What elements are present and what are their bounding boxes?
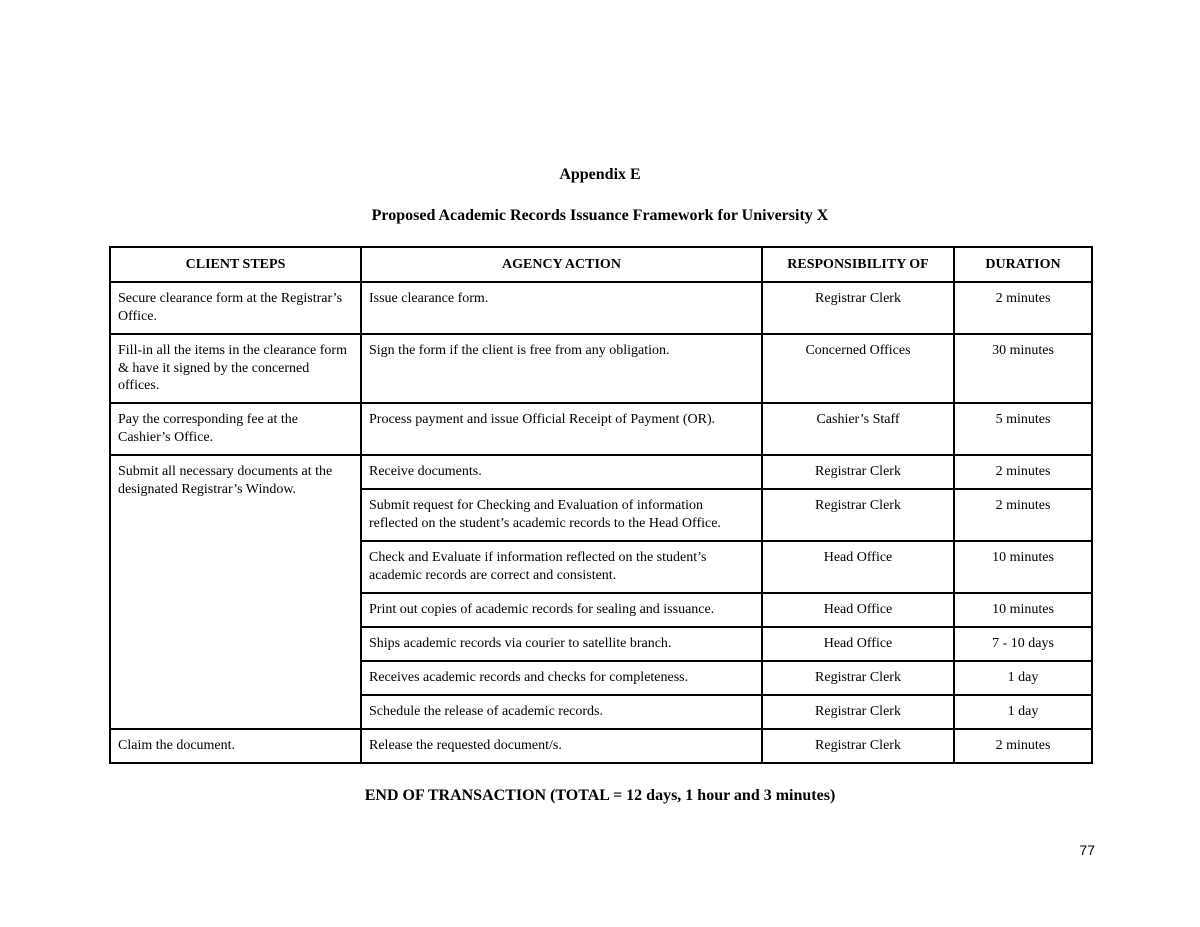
header-agency-action: AGENCY ACTION	[361, 247, 762, 282]
responsibility: Registrar Clerk	[762, 729, 954, 763]
responsibility: Head Office	[762, 593, 954, 627]
agency-action: Ships academic records via courier to satellite branch.	[361, 627, 762, 661]
responsibility: Head Office	[762, 627, 954, 661]
framework-title: Proposed Academic Records Issuance Framework for University X	[371, 207, 829, 224]
client-step: Pay the corresponding fee at the Cashier’s Office.	[110, 403, 361, 455]
table-row	[110, 729, 1092, 763]
duration: 2 minutes	[954, 729, 1092, 763]
client-step: Submit all necessary documents at the designated Registrar’s Window.	[110, 455, 361, 729]
responsibility: Registrar Clerk	[762, 489, 954, 541]
client-step: Fill-in all the items in the clearance form & have it signed by the concerned offices.	[110, 334, 361, 403]
responsibility: Registrar Clerk	[762, 661, 954, 695]
agency-action: Receive documents.	[361, 455, 762, 489]
table-header-row	[110, 247, 1092, 282]
agency-action: Schedule the release of academic records.	[361, 695, 762, 729]
agency-action: Receives academic records and checks for completeness.	[361, 661, 762, 695]
duration: 2 minutes	[954, 282, 1092, 334]
responsibility: Registrar Clerk	[762, 695, 954, 729]
duration: 30 minutes	[954, 334, 1092, 403]
page-number: 77	[1079, 842, 1095, 858]
issuance-framework-table	[109, 246, 1093, 764]
end-of-transaction-note: END OF TRANSACTION (TOTAL = 12 days, 1 hour and 3 minutes)	[364, 787, 836, 804]
agency-action: Print out copies of academic records for sealing and issuance.	[361, 593, 762, 627]
table-row	[110, 403, 1092, 455]
agency-action: Process payment and issue Official Receipt of Payment (OR).	[361, 403, 762, 455]
duration: 10 minutes	[954, 541, 1092, 593]
table-row	[110, 282, 1092, 334]
header-client-steps: CLIENT STEPS	[110, 247, 361, 282]
client-step: Secure clearance form at the Registrar’s Office.	[110, 282, 361, 334]
duration: 5 minutes	[954, 403, 1092, 455]
responsibility: Concerned Offices	[762, 334, 954, 403]
responsibility: Head Office	[762, 541, 954, 593]
agency-action: Submit request for Checking and Evaluation of information reflected on the student’s academic records to the Head Office.	[361, 489, 762, 541]
header-responsibility: RESPONSIBILITY OF	[762, 247, 954, 282]
duration: 2 minutes	[954, 489, 1092, 541]
responsibility: Registrar Clerk	[762, 282, 954, 334]
agency-action: Release the requested document/s.	[361, 729, 762, 763]
agency-action: Check and Evaluate if information reflected on the student’s academic records are correct and consistent.	[361, 541, 762, 593]
duration: 1 day	[954, 661, 1092, 695]
client-step: Claim the document.	[110, 729, 361, 763]
duration: 10 minutes	[954, 593, 1092, 627]
responsibility: Cashier’s Staff	[762, 403, 954, 455]
agency-action: Issue clearance form.	[361, 282, 762, 334]
responsibility: Registrar Clerk	[762, 455, 954, 489]
appendix-title: Appendix E	[559, 166, 641, 183]
duration: 7 - 10 days	[954, 627, 1092, 661]
agency-action: Sign the form if the client is free from any obligation.	[361, 334, 762, 403]
duration: 2 minutes	[954, 455, 1092, 489]
duration: 1 day	[954, 695, 1092, 729]
header-duration: DURATION	[954, 247, 1092, 282]
table-row	[110, 334, 1092, 403]
table-row	[110, 455, 1092, 489]
